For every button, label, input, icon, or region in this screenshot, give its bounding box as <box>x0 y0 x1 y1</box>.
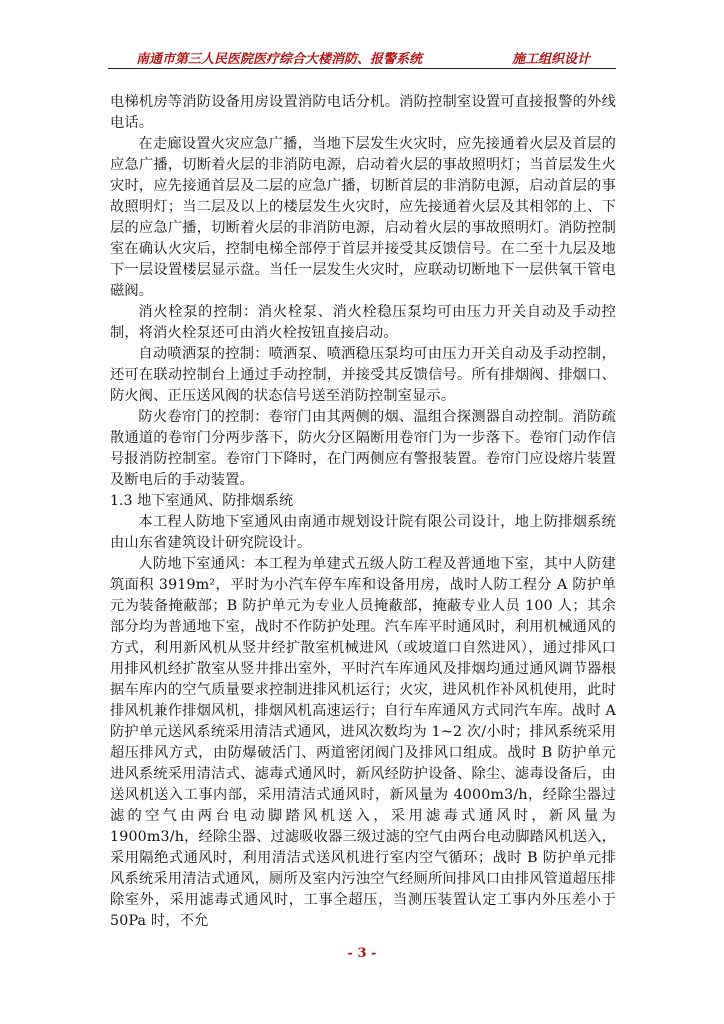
page-number: - 3 - <box>347 946 377 961</box>
document-title: 南通市第三人民医院医疗综合大楼消防、报警系统 <box>136 52 423 67</box>
paragraph-civil-defense-ventilation: 人防地下室通风：本工程为单建式五级人防工程及普通地下室，其中人防建筑面积 3919m²，平时为小汽车停车库和设备用房，战时人防工程分 A 防护单元为装备掩蔽部；B 防护单元为专业人员掩蔽部，掩蔽专业人员 100 人；其余部分均为普通地下室，战时不作防护处理。汽车库平时通风时，利用机械通风的方式，利用新风机从竖井经扩散室机械进风（或坡道口自然进风），通过排风口用排风机经扩散室从竖井排出室外，平时汽车库通风及排烟均通过通风调节器根据车库内的空气质量要求控制进排风机运行；火灾，进风机作补风机使用，此时排风机兼作排烟风机，排烟风机高速运行；自行车库通风方式同汽车库。战时 A 防护单元送风系统采用清洁式通风，进风次数均为 1~2 次/小时；排风系统采用超压排风方式，由防爆破活门、两道密闭阀门及排风口组成。战时 B 防护单元进风系统采用清洁式、滤毒式通风时，新风经防护设备、除尘、滤毒设备后，由送风机送入工事内部，采用清洁式通风时，新风量为 4000m3/h，经除尘器过滤的空气由两台电动脚踏风机送入，采用滤毒式通风时，新风量为 1900m3/h，经除尘器、过滤吸收器三级过滤的空气由两台电动脚踏风机送入，采用隔绝式通风时，利用清洁式送风机进行室内空气循环；战时 B 防护单元排风系统采用清洁式通风，厕所及室内污浊空气经厕所间排风口由排风管道超压排除室外，采用滤毒式通风时，工事全超压，当测压装置认定工事内外压差小于 50Pa 时，不允 <box>110 556 616 929</box>
paragraph-hydrant-pump-control: 消火栓泵的控制：消火栓泵、消火栓稳压泵均可由压力开关自动及手动控制，将消火栓泵还可由消火栓按钮直接启动。 <box>110 304 616 341</box>
paragraph-design-institutes: 本工程人防地下室通风由南通市规划设计院有限公司设计，地上防排烟系统由山东省建筑设计研究院设计。 <box>110 514 616 551</box>
paragraph-phone-extensions: 电梯机房等消防设备用房设置消防电话分机。消防控制室设置可直接报警的外线电话。 <box>110 94 616 131</box>
paragraph-rolling-shutter-control: 防火卷帘门的控制：卷帘门由其两侧的烟、温组合探测器自动控制。消防疏散通道的卷帘门分两步落下，防火分区隔断用卷帘门为一步落下。卷帘门动作信号报消防控制室。卷帘门下降时，在门两侧应有警报装置。卷帘门应设熔片装置及断电后的手动装置。 <box>110 409 616 488</box>
paragraph-sprinkler-pump-control: 自动喷洒泵的控制：喷洒泵、喷洒稳压泵均可由压力开关自动及手动控制，还可在联动控制台上通过手动控制，并接受其反馈信号。所有排烟阀、排烟口、防火阀、正压送风阀的状态信号送至消防控制室显示。 <box>110 346 616 404</box>
document-subtitle: 施工组织设计 <box>511 52 590 67</box>
document-body <box>110 92 616 932</box>
paragraph-emergency-broadcast: 在走廊设置火灾应急广播，当地下层发生火灾时，应先接通着火层及首层的应急广播，切断着火层的非消防电源，启动着火层的事故照明灯；当首层发生火灾时，应先接通首层及二层的应急广播，切断首层的非消防电源，启动首层的事故照明灯；当二层及以上的楼层发生火灾时，应先接通着火层及其相邻的上、下层的应急广播，切断着火层的非消防电源，启动着火层的事故照明灯。消防控制室在确认火灾后，控制电梯全部停于首层并接受其反馈信号。在二至十九层及地下一层设置楼层显示盘。当任一层发生火灾时，应联动切断地下一层供氧干管电磁阀。 <box>110 136 616 299</box>
section-heading: 1.3 地下室通风、防排烟系统 <box>110 493 294 509</box>
page-header <box>108 44 616 69</box>
